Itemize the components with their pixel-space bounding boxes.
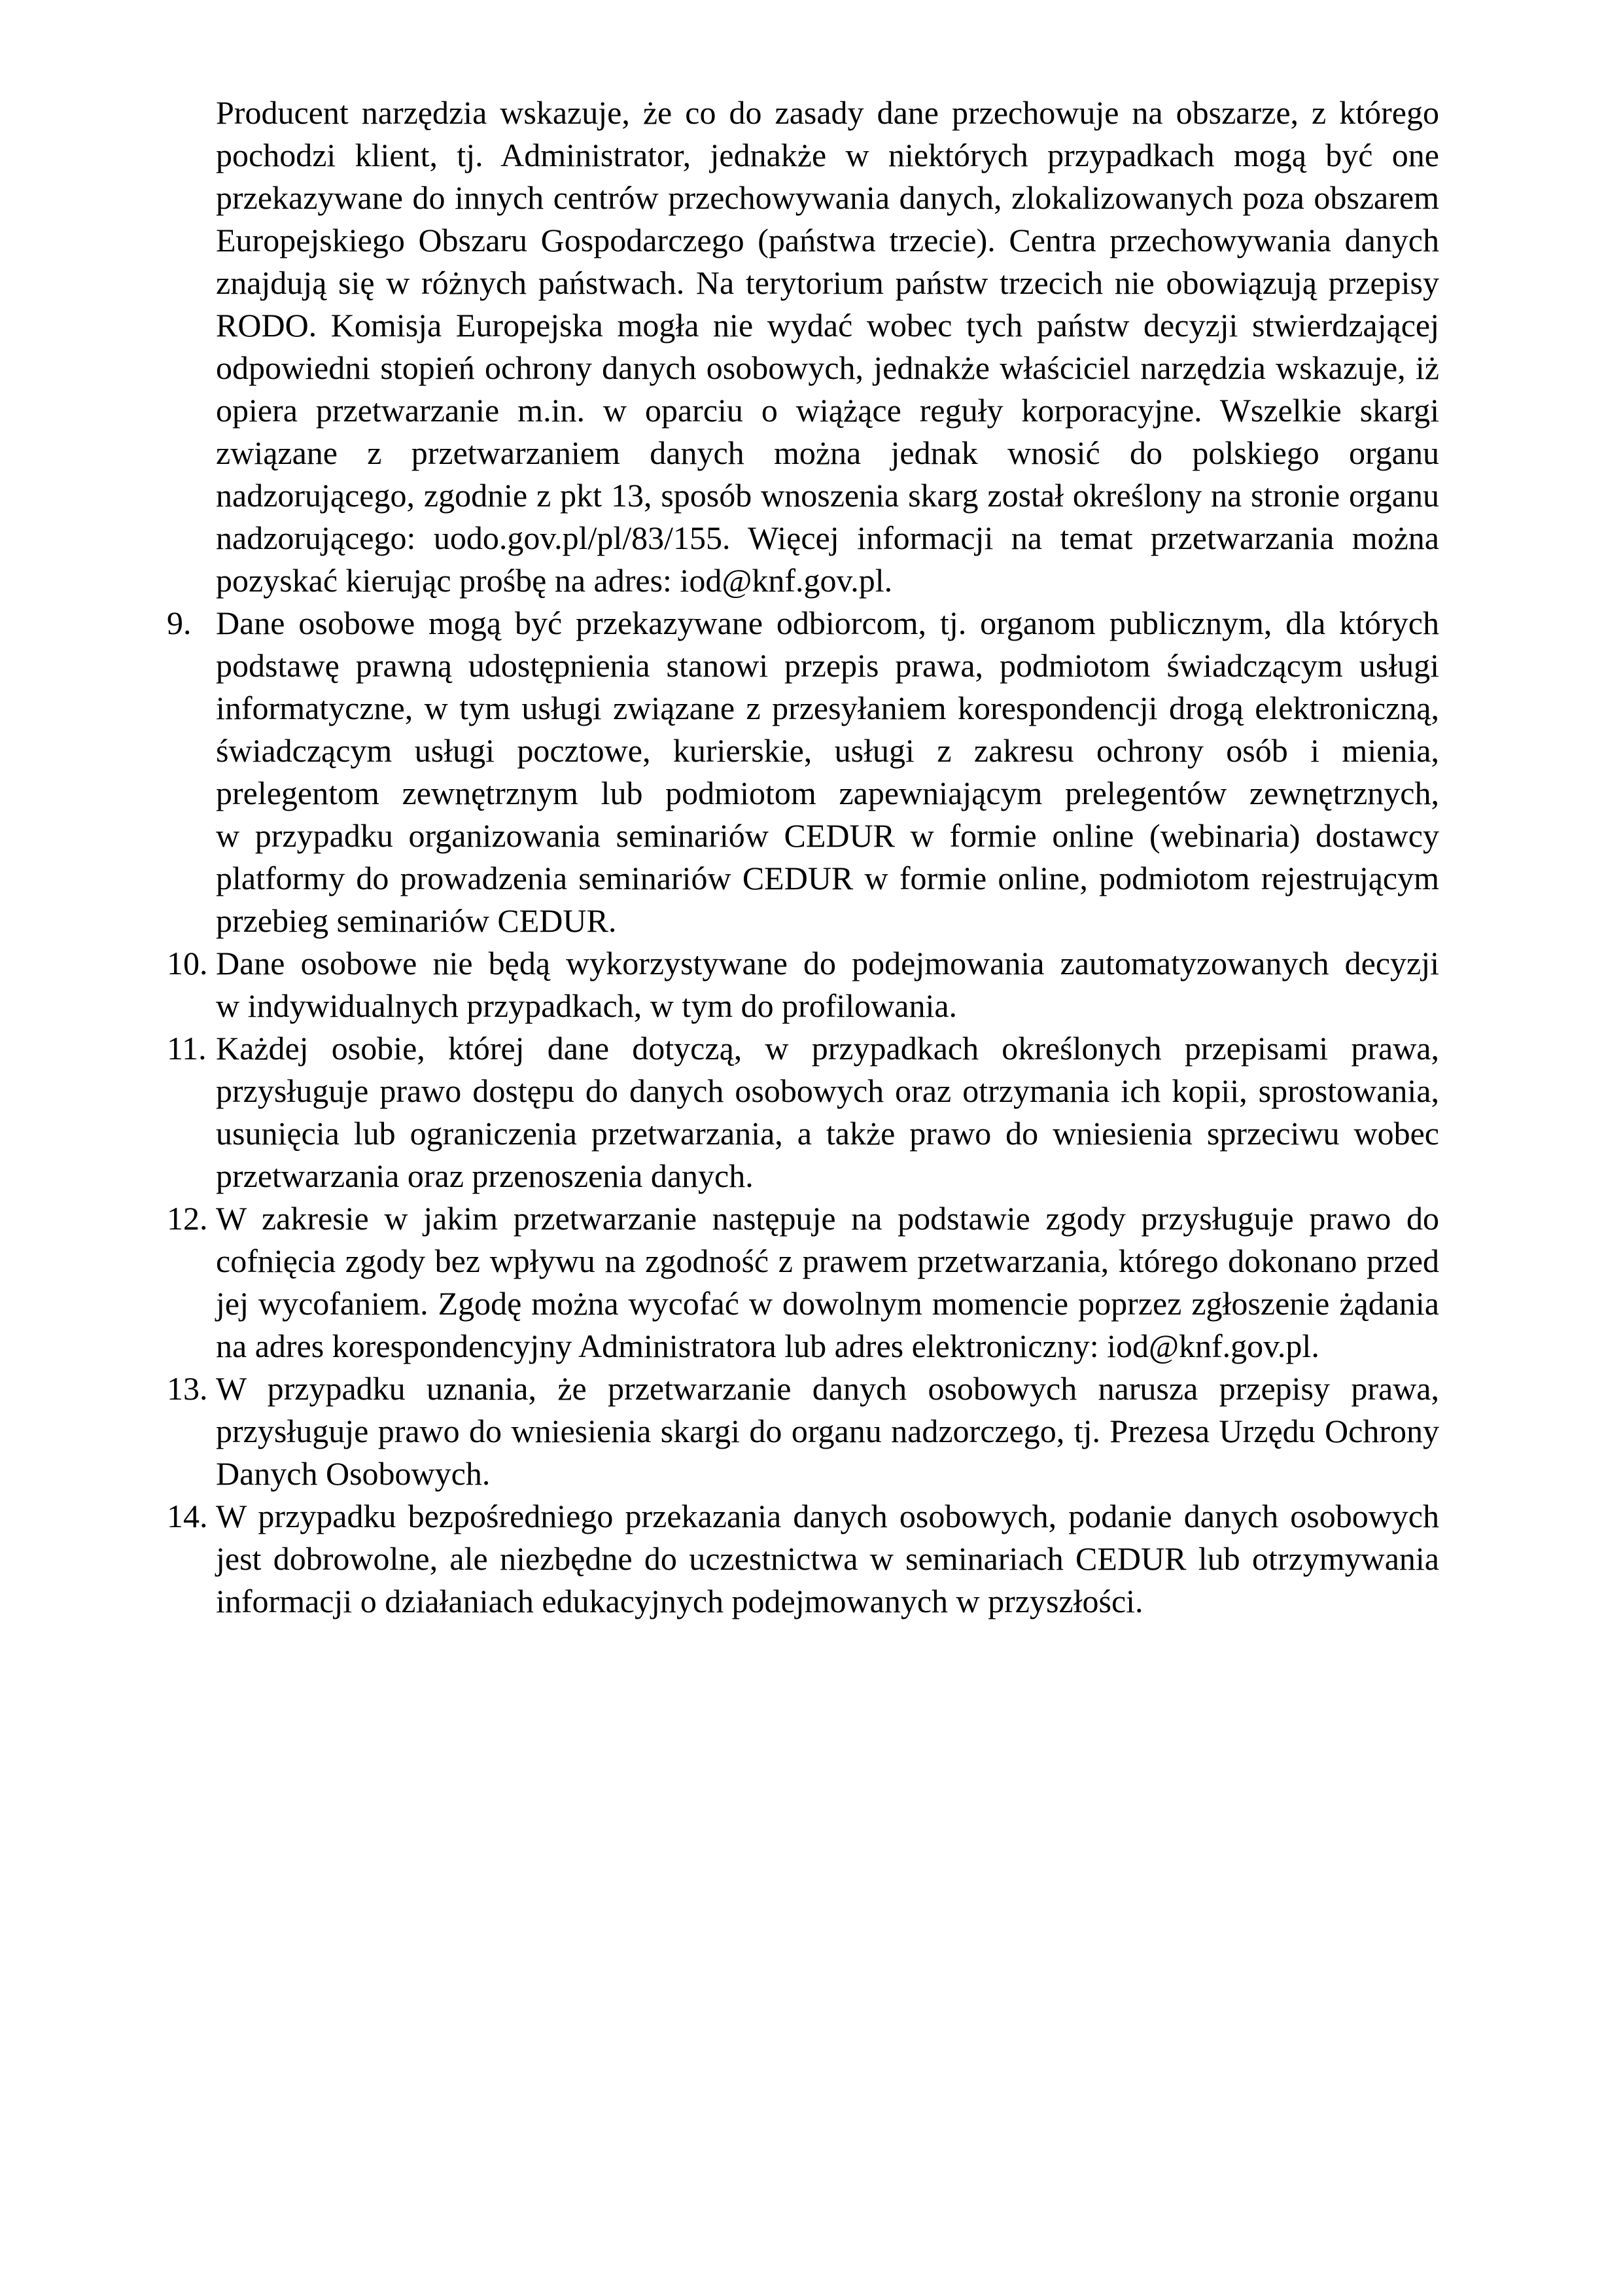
continuation-paragraph: Producent narzędzia wskazuje, że co do zasady dane przechowuje na obszarze, z którego pochodzi klient, tj. Administrator, jednakże w niektórych przypadkach mogą być one przekazywane do innych centrów przechowywania danych, zlokalizowanych poza obszarem Europejskiego Obszaru Gospodarczego (państwa trzecie). Centra przechowywania danych znajdują się w różnych państwach. Na terytorium państw trzecich nie obowiązują przepisy RODO. Komisja Europejska mogła nie wydać wobec tych państw decyzji stwierdzającej odpowiedni stopień ochrony danych osobowych, jednakże właściciel narzędzia wskazuje, iż opiera przetwarzanie m.in. w oparciu o wiążące reguły korporacyjne. Wszelkie skargi związane z przetwarzaniem danych można jednak wnosić do polskiego organu nadzorującego, zgodnie z pkt 13, sposób wnoszenia skarg został określony na stronie organu nadzorującego: uodo.gov.pl/pl/83/155. Więcej informacji na temat przetwarzania można pozyskać kierując prośbę na adres: iod@knf.gov.pl. <box>216 94 1439 599</box>
list-item-13-number: 13. <box>167 1370 208 1407</box>
list-item-14 <box>167 1495 1439 1623</box>
list-item-10 <box>167 942 1439 1027</box>
list-item-10-number: 10. <box>167 945 208 981</box>
list-item-12 <box>167 1197 1439 1368</box>
list-item-13-text: W przypadku uznania, że przetwarzanie danych osobowych narusza przepisy prawa, przysługuje prawo do wniesienia skargi do organu nadzorczego, tj. Prezesa Urzędu Ochrony Danych Osobowych. <box>216 1370 1439 1492</box>
list-item-14-text: W przypadku bezpośredniego przekazania danych osobowych, podanie danych osobowych jest dobrowolne, ale niezbędne do uczestnictwa w seminariach CEDUR lub otrzymywania informacji o działaniach edukacyjnych podejmowanych w przyszłości. <box>216 1498 1439 1619</box>
list-item-10-text: Dane osobowe nie będą wykorzystywane do podejmowania zautomatyzowanych decyzji w indywidualnych przypadkach, w tym do profilowania. <box>216 945 1439 1024</box>
list-item-9-number: 9. <box>167 605 192 641</box>
list-item-11-number: 11. <box>167 1030 207 1067</box>
list-item-11-text: Każdej osobie, której dane dotyczą, w przypadkach określonych przepisami prawa, przysługuje prawo dostępu do danych osobowych oraz otrzymania ich kopii, sprostowania, usunięcia lub ograniczenia przetwarzania, a także prawo do wniesienia sprzeciwu wobec przetwarzania oraz przenoszenia danych. <box>216 1030 1439 1194</box>
document-text-block <box>167 92 1439 1623</box>
list-item-11 <box>167 1027 1439 1197</box>
list-item-13 <box>167 1368 1439 1495</box>
list-item-12-text: W zakresie w jakim przetwarzanie następuje na podstawie zgody przysługuje prawo do cofnięcia zgody bez wpływu na zgodność z prawem przetwarzania, którego dokonano przed jej wycofaniem. Zgodę można wycofać w dowolnym momencie poprzez zgłoszenie żądania na adres korespondencyjny Administratora lub adres elektroniczny: iod@knf.gov.pl. <box>216 1200 1439 1364</box>
list-item-9-text: Dane osobowe mogą być przekazywane odbiorcom, tj. organom publicznym, dla których podstawę prawną udostępnienia stanowi przepis prawa, podmiotom świadczącym usługi informatyczne, w tym usługi związane z przesyłaniem korespondencji drogą elektroniczną, świadczącym usługi pocztowe, kurierskie, usługi z zakresu ochrony osób i mienia, prelegentom zewnętrznym lub podmiotom zapewniającym prelegentów zewnętrznych, w przypadku organizowania seminariów CEDUR w formie online (webinaria) dostawcy platformy do prowadzenia seminariów CEDUR w formie online, podmiotom rejestrującym przebieg seminariów CEDUR. <box>216 605 1439 939</box>
list-item-12-number: 12. <box>167 1200 208 1237</box>
list-item-14-number: 14. <box>167 1498 208 1534</box>
list-item-9 <box>167 602 1439 942</box>
